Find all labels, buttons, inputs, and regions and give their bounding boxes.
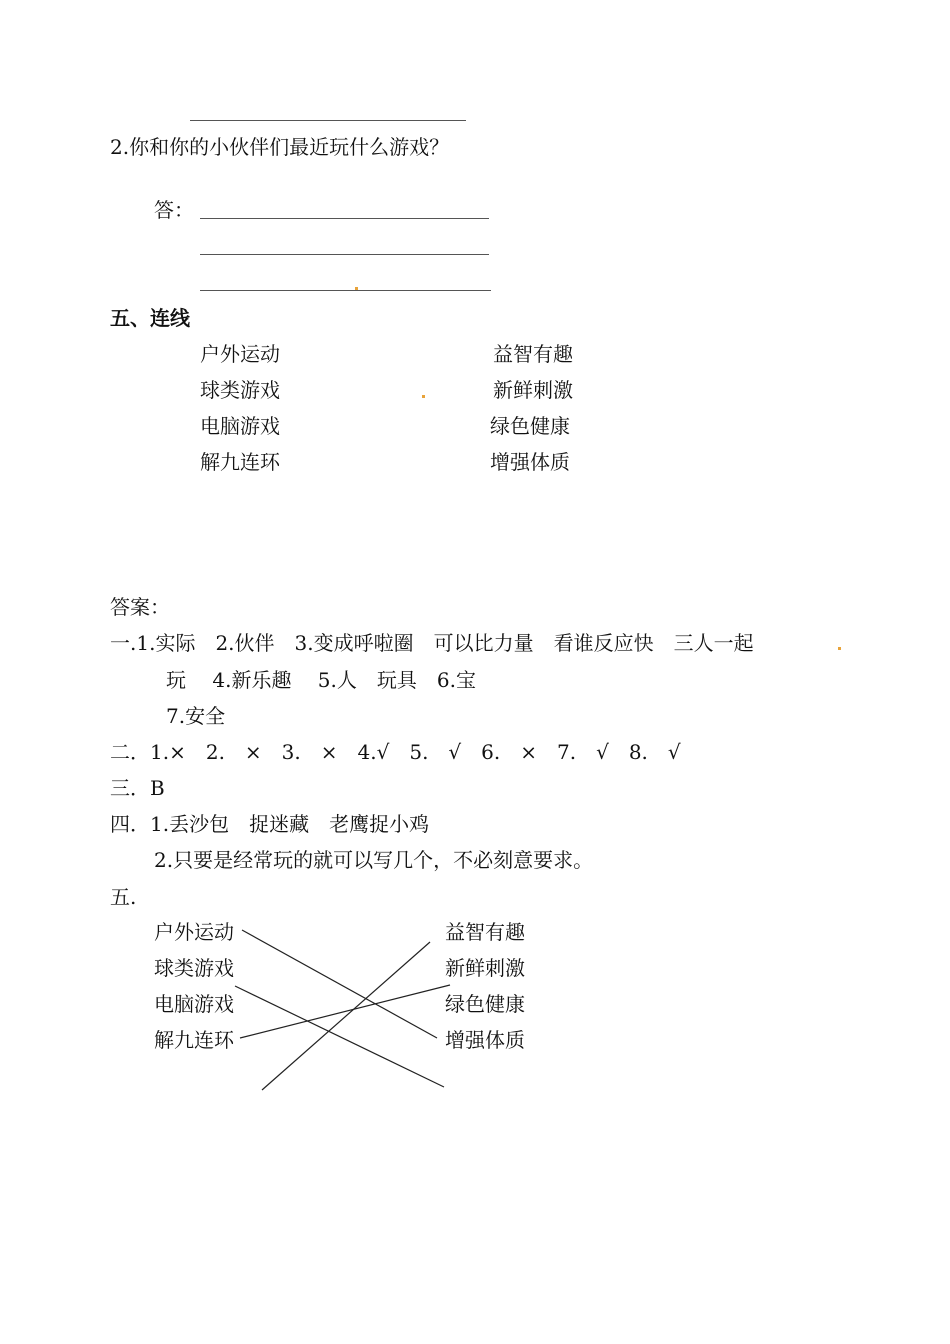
answer-part-5-label: 五. xyxy=(110,885,137,909)
answer-part-4-line-2: 2.只要是经常玩的就可以写几个，不必刻意要求。 xyxy=(154,848,594,872)
match-left-item: 户外运动 xyxy=(200,342,280,366)
answer-part-1-line-1: 一.1.实际 2.伙伴 3.变成呼啦圈 可以比力量 看谁反应快 三人一起 xyxy=(110,631,754,655)
match-right-item: 新鲜刺激 xyxy=(493,378,573,402)
match-line-puzzle-green xyxy=(240,985,450,1038)
answers-title: 答案： xyxy=(110,595,170,619)
answer-part-4-line-1: 四．1.丢沙包 捉迷藏 老鹰捉小鸡 xyxy=(110,812,430,836)
answer-match-right: 新鲜刺激 xyxy=(445,956,525,980)
answer-part-1-line-3: 7.安全 xyxy=(166,704,226,728)
answer-part-2: 二．1.× 2. × 3. × 4.√ 5. √ 6. × 7. √ 8. √ xyxy=(110,740,681,764)
match-right-item: 增强体质 xyxy=(490,450,570,474)
answer-label: 答： xyxy=(154,198,194,222)
section-5-heading: 五、连线 xyxy=(110,306,190,330)
match-left-item: 解九连环 xyxy=(200,450,280,474)
match-right-item: 绿色健康 xyxy=(490,414,570,438)
question-2: 2.你和你的小伙伴们最近玩什么游戏？ xyxy=(110,135,450,159)
match-left-item: 球类游戏 xyxy=(200,378,280,402)
answer-part-3: 三．B xyxy=(110,776,165,800)
answer-match-left: 电脑游戏 xyxy=(154,992,234,1016)
match-left-item: 电脑游戏 xyxy=(200,414,280,438)
match-line-ball-fresh xyxy=(235,986,444,1087)
answer-match-left: 球类游戏 xyxy=(154,956,234,980)
answer-match-left: 户外运动 xyxy=(154,920,234,944)
answer-match-right: 增强体质 xyxy=(445,1028,525,1052)
answer-part-1-line-2: 玩 4.新乐趣 5.人 玩具 6.宝 xyxy=(166,668,476,692)
answer-match-right: 绿色健康 xyxy=(445,992,525,1016)
match-right-item: 益智有趣 xyxy=(493,342,573,366)
answer-match-left: 解九连环 xyxy=(154,1028,234,1052)
answer-match-right: 益智有趣 xyxy=(445,920,525,944)
